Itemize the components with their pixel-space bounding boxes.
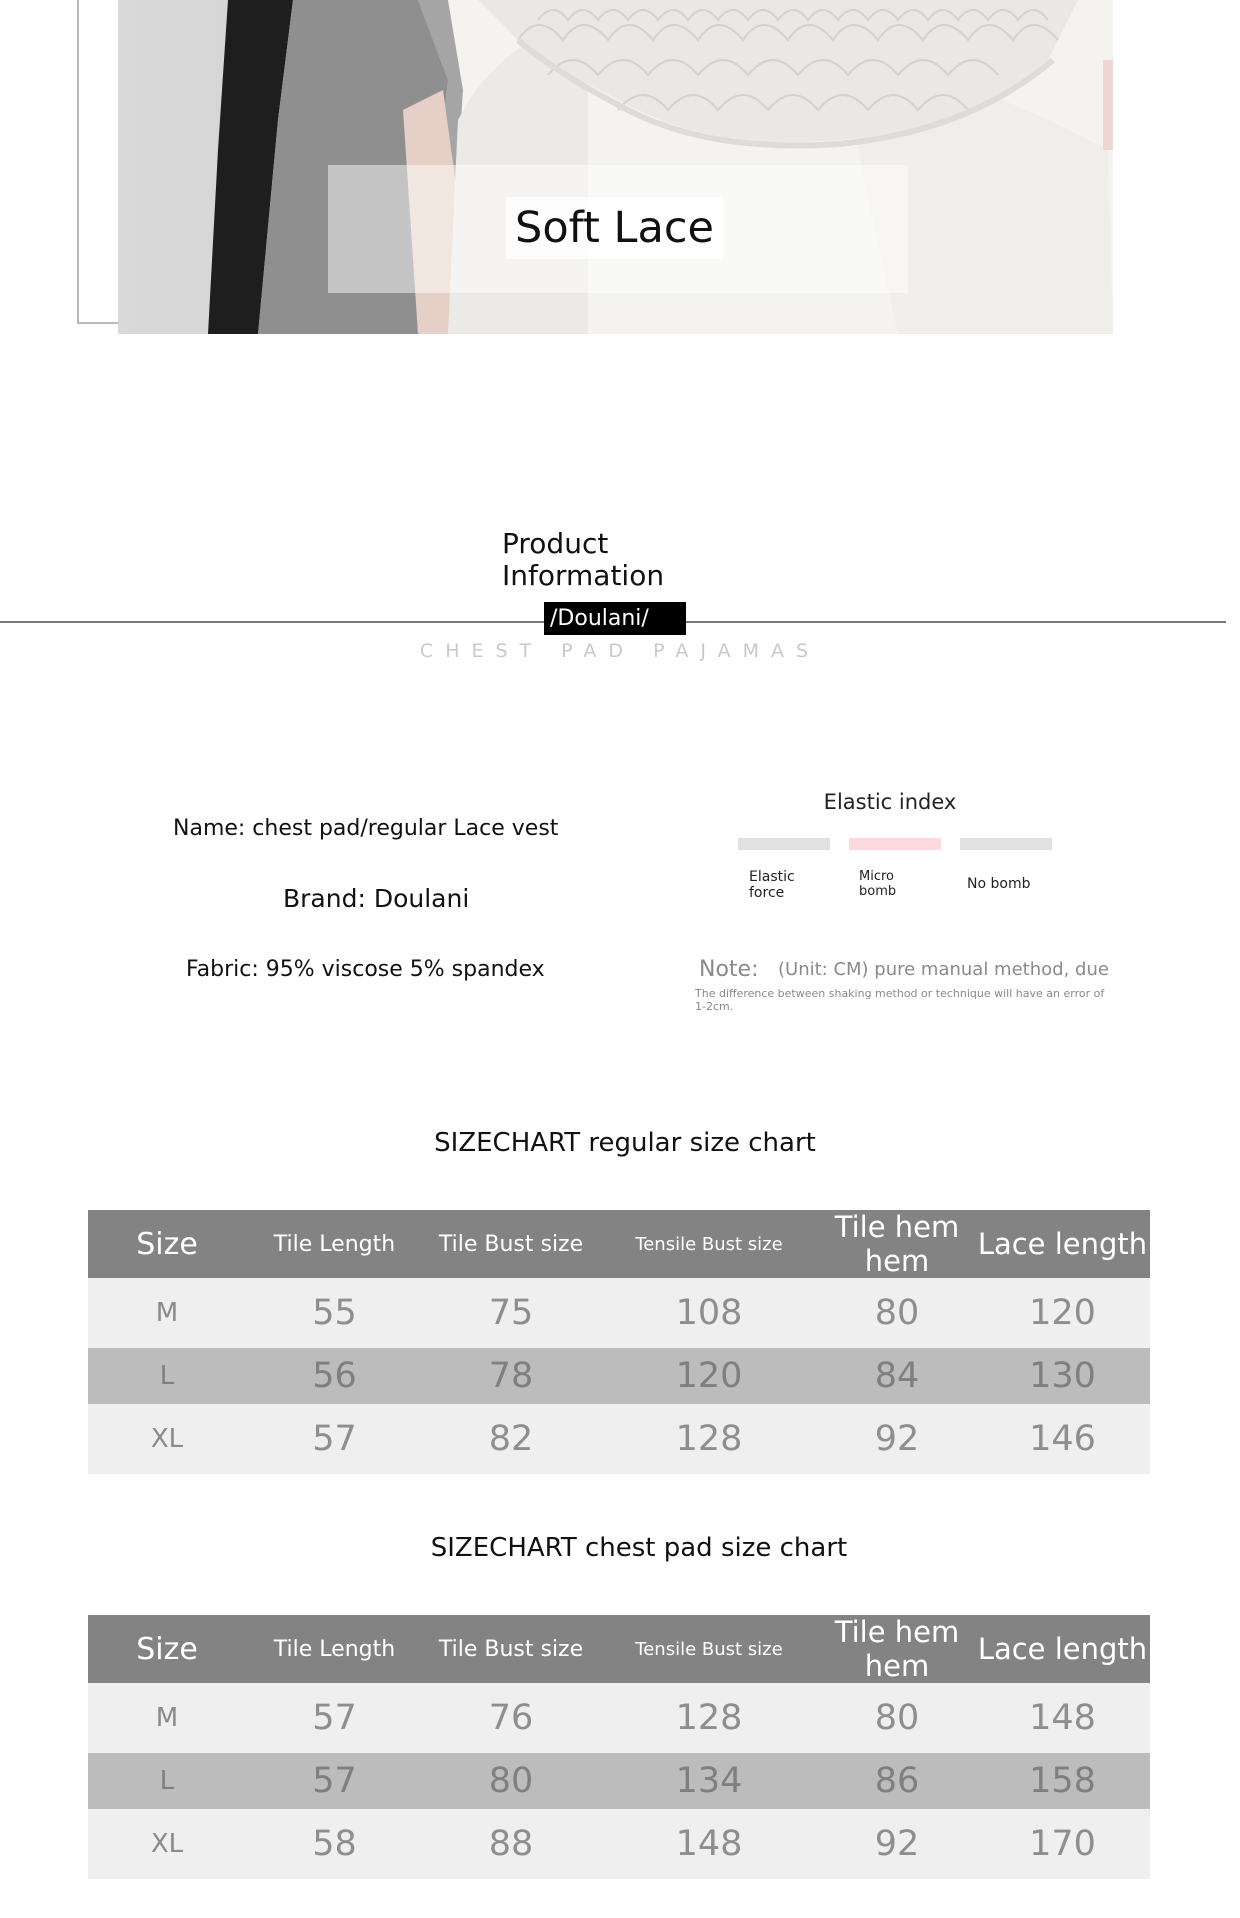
regular-chart-title: SIZECHART regular size chart (434, 1128, 816, 1158)
cell-size: XL (88, 1404, 246, 1474)
cell-lace-length: 158 (975, 1753, 1150, 1809)
hero-frame-line (77, 0, 119, 324)
header-size: Size (88, 1210, 246, 1278)
header-tile-hem: Tile hem hem (819, 1210, 975, 1278)
cell-tile-bust: 88 (423, 1809, 599, 1879)
cell-tensile-bust: 108 (599, 1278, 819, 1348)
elastic-label-line1: Micro (859, 869, 894, 884)
detail-brand: Brand: Doulani (283, 884, 470, 913)
cell-size: L (88, 1348, 246, 1404)
note-detail: The difference between shaking method or technique will have an error of 1-2cm. (695, 987, 1105, 1013)
elastic-label-no-bomb: No bomb (967, 876, 1031, 892)
cell-tile-hem: 80 (819, 1278, 975, 1348)
cell-lace-length: 170 (975, 1809, 1150, 1879)
cell-tile-length: 58 (246, 1809, 423, 1879)
elastic-label-line2: bomb (859, 884, 897, 899)
header-tile-bust: Tile Bust size (423, 1615, 599, 1683)
header-tile-hem: Tile hem hem (819, 1615, 975, 1683)
cell-tensile-bust: 128 (599, 1683, 819, 1753)
cell-size: M (88, 1278, 246, 1348)
brand-tag: /Doulani/ (544, 602, 686, 635)
cell-size: M (88, 1683, 246, 1753)
table-row (88, 1683, 1150, 1753)
cell-tile-bust: 78 (423, 1348, 599, 1404)
cell-lace-length: 130 (975, 1348, 1150, 1404)
cell-tile-length: 57 (246, 1683, 423, 1753)
note-label: Note: (699, 957, 759, 982)
cell-tensile-bust: 148 (599, 1809, 819, 1879)
section-title-line2: Information (502, 559, 665, 592)
cell-tile-hem: 86 (819, 1753, 975, 1809)
hero-title: Soft Lace (515, 203, 714, 253)
chestpad-size-table (88, 1615, 1150, 1879)
table-row (88, 1278, 1150, 1348)
cell-tile-bust: 80 (423, 1753, 599, 1809)
cell-tile-hem: 84 (819, 1348, 975, 1404)
elastic-index-title: Elastic index (823, 790, 957, 814)
table-header-row (88, 1615, 1150, 1683)
elastic-bar-micro-bomb (849, 838, 941, 850)
table-row (88, 1348, 1150, 1404)
section-title-line1: Product (502, 527, 609, 560)
cell-size: XL (88, 1809, 246, 1879)
cell-tile-length: 56 (246, 1348, 423, 1404)
table-row (88, 1809, 1150, 1879)
cell-tile-bust: 76 (423, 1683, 599, 1753)
header-tile-length: Tile Length (246, 1210, 423, 1278)
cell-tile-length: 57 (246, 1753, 423, 1809)
elastic-label-line2: force (749, 885, 785, 901)
table-header-row (88, 1210, 1150, 1278)
cell-lace-length: 146 (975, 1404, 1150, 1474)
elastic-bar-elastic-force (738, 838, 830, 850)
elastic-label-elastic-force (749, 869, 819, 901)
section-subtitle: CHEST PAD PAJAMAS (419, 640, 821, 662)
header-tensile-bust: Tensile Bust size (599, 1615, 819, 1683)
header-lace-length: Lace length (975, 1210, 1150, 1278)
cell-tile-length: 57 (246, 1404, 423, 1474)
cell-tile-hem: 92 (819, 1404, 975, 1474)
cell-tensile-bust: 128 (599, 1404, 819, 1474)
cell-lace-length: 148 (975, 1683, 1150, 1753)
cell-tile-hem: 92 (819, 1809, 975, 1879)
regular-size-table (88, 1210, 1150, 1474)
detail-name: Name: chest pad/regular Lace vest (173, 816, 559, 841)
cell-tensile-bust: 120 (599, 1348, 819, 1404)
header-tile-bust: Tile Bust size (423, 1210, 599, 1278)
note-text: (Unit: CM) pure manual method, due (778, 959, 1109, 980)
chestpad-chart-title: SIZECHART chest pad size chart (430, 1533, 848, 1563)
elastic-label-line1: Elastic (749, 869, 795, 885)
detail-fabric: Fabric: 95% viscose 5% spandex (186, 957, 545, 982)
elastic-bar-no-bomb (960, 838, 1052, 850)
section-title (502, 528, 664, 592)
cell-tile-bust: 75 (423, 1278, 599, 1348)
header-tile-length: Tile Length (246, 1615, 423, 1683)
cell-lace-length: 120 (975, 1278, 1150, 1348)
cell-tile-hem: 80 (819, 1683, 975, 1753)
elastic-label-micro-bomb (859, 869, 929, 899)
table-row (88, 1404, 1150, 1474)
table-row (88, 1753, 1150, 1809)
header-tensile-bust: Tensile Bust size (599, 1210, 819, 1278)
cell-size: L (88, 1753, 246, 1809)
cell-tensile-bust: 134 (599, 1753, 819, 1809)
cell-tile-length: 55 (246, 1278, 423, 1348)
header-size: Size (88, 1615, 246, 1683)
cell-tile-bust: 82 (423, 1404, 599, 1474)
header-lace-length: Lace length (975, 1615, 1150, 1683)
